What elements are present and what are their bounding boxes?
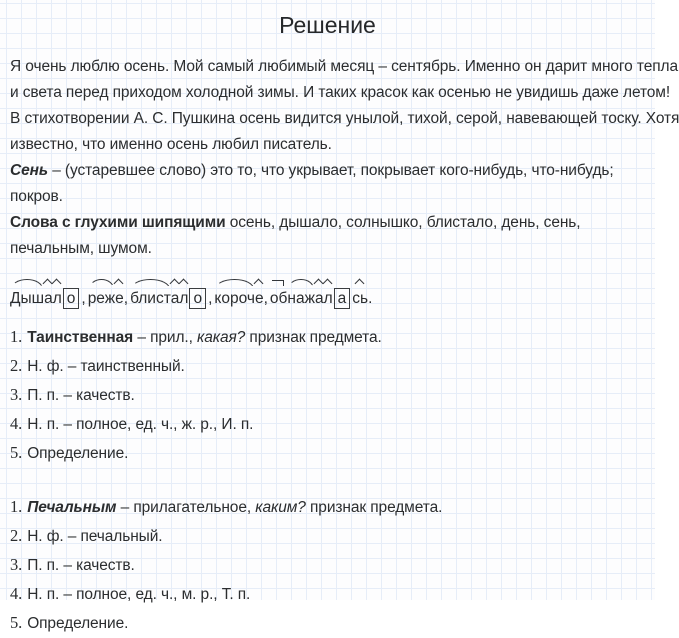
analysis-item [10,522,645,551]
item-text: Н. п. – полное, ед. ч., м. р., Т. п. [27,586,251,603]
analyzed-word: Печальным [27,499,117,516]
morpheme-ending: о [63,288,80,309]
question-word: какая? [197,329,246,346]
essay-paragraph [10,54,679,158]
item-text: – прилагательное, [116,499,256,516]
morpheme-root: Дыш [10,288,44,310]
essay-line: Я очень люблю осень. Мой самый любимый месяц – сентябрь. Именно он дарит много тепла [10,58,678,75]
essay-line: и света перед приходом холодной зимы. И таких красок как осенью не увидишь даже летом! [10,84,671,101]
analysis-item [10,609,645,638]
analysis-item [10,410,645,439]
item-text: Определение. [27,445,129,462]
analyzed-word: Таинственная [27,329,134,346]
morpheme-suffix: е [115,288,124,310]
morpheme-separator: , [123,290,129,307]
item-number: 5. [10,443,23,462]
morpheme-prefix: об [270,288,288,310]
item-text: П. п. – качеств. [27,557,135,574]
morpheme-word [270,288,368,310]
item-number: 2. [10,526,23,545]
definition-term: Сень [10,162,48,179]
analysis-item [10,493,645,522]
item-number: 3. [10,555,23,574]
question-word: каким? [255,499,306,516]
analysis-item [10,580,645,609]
morpheme-ending: а [334,288,351,309]
morpheme-separator: . [368,290,373,307]
essay-line: В стихотворении А. С. Пушкина осень видится унылой, тихой, серой, навевающей тоску. Хотя [10,110,679,127]
morpheme-suffix: л [324,288,333,310]
analysis-item [10,323,645,352]
morpheme-separator: , [263,290,268,307]
morpheme-suffix: а [44,288,53,310]
definition-line [10,158,645,210]
sibilants-words: осень, дышало, солнышко, блистало, день, сень, печальным, шумом. [10,214,581,257]
item-number: 5. [10,613,23,632]
morpheme-root: реж [88,288,115,310]
morpheme-suffix: е [255,288,264,310]
item-text: Н. ф. – печальный. [27,528,163,545]
item-text: П. п. – качеств. [27,387,135,404]
definition-text: – (устаревшее слово) это то, что укрывает, покрывает кого-нибудь, что-нибудь; покров. [10,162,614,205]
morpheme-word [88,288,124,310]
morpheme-separator: , [208,290,213,307]
item-text: Н. п. – полное, ед. ч., ж. р., И. п. [27,416,254,433]
morpheme-postfix: сь [352,288,368,310]
item-number: 2. [10,356,23,375]
essay-line: известно, что именно осень любил писатель. [10,136,332,153]
morpheme-analysis-line [10,272,645,310]
morpheme-root: блист [130,288,171,310]
analysis-item [10,352,645,381]
page-title: Решение [279,12,376,38]
analysis-item [10,439,645,468]
item-text: признак предмета. [245,329,382,346]
morpheme-separator: , [81,290,86,307]
morpheme-word [130,288,208,310]
item-text: Определение. [27,615,129,632]
morpheme-word [10,288,81,310]
item-number: 3. [10,385,23,404]
morpheme-suffix: а [171,288,180,310]
item-text: признак предмета. [305,499,443,516]
sibilants-line [10,210,645,262]
item-number: 4. [10,584,23,603]
analysis-item [10,381,645,410]
morpheme-word [214,288,263,310]
morpheme-root: наж [287,288,315,310]
morpheme-suffix: л [179,288,188,310]
sibilants-label: Слова с глухими шипящими [10,214,226,231]
item-text: Н. ф. – таинственный. [27,358,185,375]
item-number: 1. [10,497,23,516]
morpheme-ending: о [189,288,206,309]
item-number: 4. [10,414,23,433]
analysis-item [10,551,645,580]
morpheme-suffix: а [315,288,324,310]
analysis-block-2 [10,493,645,638]
item-number: 1. [10,327,23,346]
item-text: – прил., [133,329,198,346]
morpheme-root: короч [214,288,255,310]
analysis-block-1 [10,323,645,468]
morpheme-suffix: л [53,288,62,310]
